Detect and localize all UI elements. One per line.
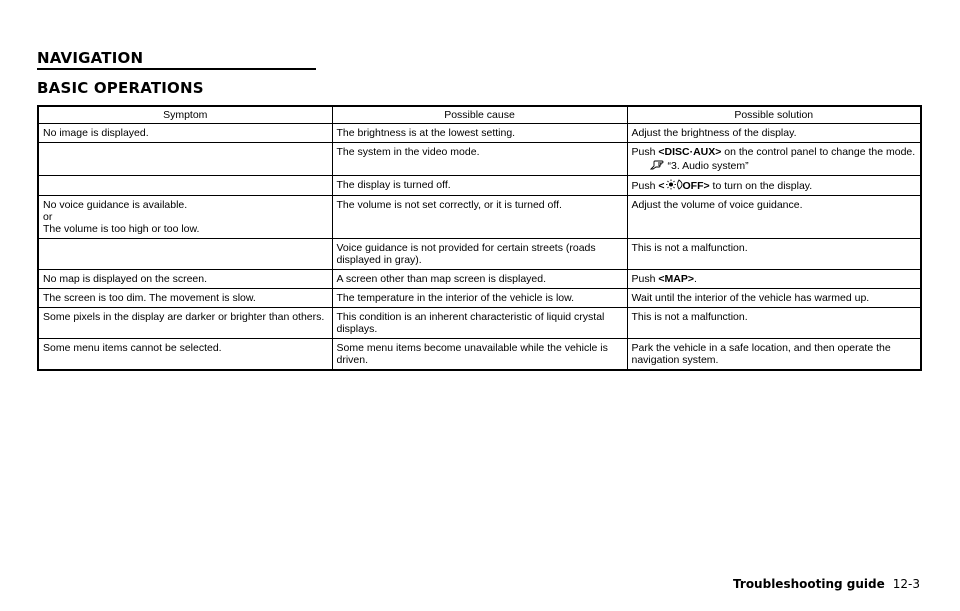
symptom-line: No voice guidance is available.	[43, 199, 188, 211]
solution-cell	[627, 176, 921, 196]
symptom-cell: Some pixels in the display are darker or brighter than others.	[38, 308, 332, 339]
solution-cell: Park the vehicle in a safe location, and then operate the navigation system.	[627, 339, 921, 371]
solution-cell	[627, 270, 921, 289]
table-row	[38, 239, 921, 270]
table-row	[38, 289, 921, 308]
symptom-cell: No image is displayed.	[38, 124, 332, 143]
column-header-solution: Possible solution	[627, 106, 921, 124]
cause-cell: Voice guidance is not provided for certain streets (roads displayed in gray).	[332, 239, 627, 270]
table-row	[38, 176, 921, 196]
table-row	[38, 196, 921, 239]
solution-text: Push	[631, 273, 659, 285]
solution-text: on the control panel to change the mode.	[721, 146, 916, 158]
symptom-line: or	[43, 211, 53, 223]
table-row	[38, 308, 921, 339]
symptom-cell-continued	[38, 143, 332, 176]
table-row	[38, 124, 921, 143]
cause-cell: This condition is an inherent characteristic of liquid crystal displays.	[332, 308, 627, 339]
cause-cell: The volume is not set correctly, or it is turned off.	[332, 196, 627, 239]
symptom-cell-continued	[38, 176, 332, 196]
solution-cell: This is not a malfunction.	[627, 308, 921, 339]
cause-cell: The system in the video mode.	[332, 143, 627, 176]
cause-cell: The display is turned off.	[332, 176, 627, 196]
solution-cell: Adjust the volume of voice guidance.	[627, 196, 921, 239]
troubleshooting-table	[37, 105, 922, 371]
cause-cell: The temperature in the interior of the vehicle is low.	[332, 289, 627, 308]
reference-text: “3. Audio system”	[667, 160, 749, 172]
solution-text: Push	[631, 146, 659, 158]
symptom-cell	[38, 196, 332, 239]
solution-text: to turn on the display.	[709, 180, 813, 192]
key-label-map: <MAP>	[658, 273, 694, 285]
symptom-line: The volume is too high or too low.	[43, 223, 200, 235]
reference	[632, 160, 917, 172]
symptom-cell: No map is displayed on the screen.	[38, 270, 332, 289]
page-number: 12-3	[892, 577, 920, 591]
solution-cell: Adjust the brightness of the display.	[627, 124, 921, 143]
table-row	[38, 143, 921, 176]
column-header-symptom: Symptom	[38, 106, 332, 124]
table-row	[38, 339, 921, 371]
page-footer	[733, 577, 920, 591]
column-header-cause: Possible cause	[332, 106, 627, 124]
reference-hand-icon	[650, 160, 664, 170]
key-open: <	[658, 180, 665, 192]
section-title: NAVIGATION	[37, 49, 316, 70]
solution-cell: This is not a malfunction.	[627, 239, 921, 270]
footer-title: Troubleshooting guide	[733, 577, 885, 591]
solution-cell	[627, 143, 921, 176]
cause-cell: Some menu items become unavailable while the vehicle is driven.	[332, 339, 627, 371]
solution-cell: Wait until the interior of the vehicle has warmed up.	[627, 289, 921, 308]
symptom-cell: The screen is too dim. The movement is slow.	[38, 289, 332, 308]
cause-cell: The brightness is at the lowest setting.	[332, 124, 627, 143]
table-row	[38, 270, 921, 289]
solution-text: .	[693, 273, 697, 285]
table-header-row	[38, 106, 921, 124]
sun-moon-icon	[665, 179, 683, 190]
symptom-cell-continued	[38, 239, 332, 270]
key-label-disc-aux: <DISC·AUX>	[658, 146, 722, 158]
key-off: OFF>	[682, 180, 710, 192]
solution-text: Push	[631, 180, 659, 192]
symptom-cell: Some menu items cannot be selected.	[38, 339, 332, 371]
subsection-title: BASIC OPERATIONS	[37, 79, 204, 97]
cause-cell: A screen other than map screen is displayed.	[332, 270, 627, 289]
